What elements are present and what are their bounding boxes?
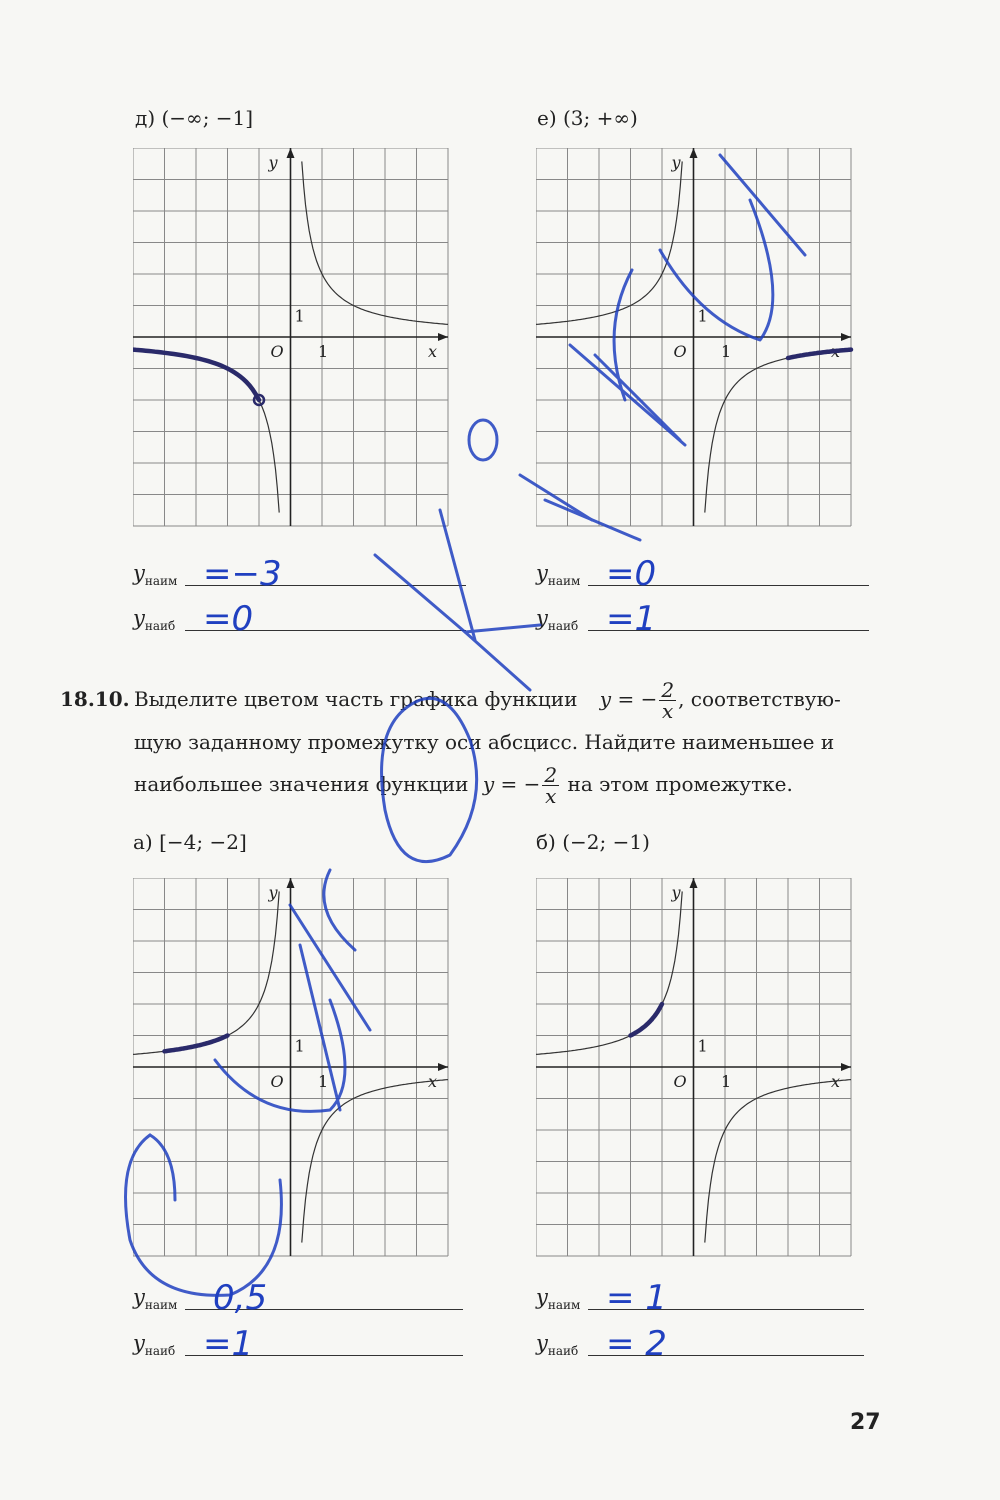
page-number: 27 — [850, 1410, 881, 1435]
fraction: $\frac{2}{x}$ — [661, 678, 675, 723]
graph-b — [536, 878, 856, 1258]
y-axis-label: y — [671, 153, 681, 172]
answer-d-max[interactable]: $y_{наиб}$ =0 — [133, 605, 466, 635]
y-arrow — [287, 878, 295, 888]
problem-number: 18.10. — [60, 687, 130, 711]
answer-a-max[interactable]: $y_{наиб}$ =1 — [133, 1330, 463, 1360]
x-arrow — [841, 1063, 851, 1071]
highlighted-segment — [631, 1004, 663, 1036]
answer-d-min[interactable]: $y_{наим}$ =−3 — [133, 560, 466, 590]
x-axis-label: x — [428, 342, 438, 361]
origin-label: O — [270, 1072, 284, 1091]
origin-label: O — [673, 342, 687, 361]
y-arrow — [287, 148, 295, 158]
handwritten-answer: = 2 — [606, 1324, 667, 1364]
origin-label: O — [270, 342, 284, 361]
y-axis-label: y — [671, 883, 681, 902]
handwritten-answer: =0 — [606, 554, 657, 594]
graph-e — [536, 148, 856, 528]
y-axis-label: y — [268, 883, 278, 902]
answer-b-max[interactable]: $y_{наиб}$ = 2 — [536, 1330, 864, 1360]
unit-x-label: 1 — [318, 1072, 329, 1091]
handwritten-answer: = 1 — [606, 1278, 667, 1318]
origin-label: O — [673, 1072, 687, 1091]
unit-x-label: 1 — [721, 342, 732, 361]
y-arrow — [690, 878, 698, 888]
handwritten-answer: =1 — [606, 599, 657, 639]
unit-y-label: 1 — [294, 306, 305, 326]
y-arrow — [690, 148, 698, 158]
x-axis-label: x — [831, 342, 841, 361]
answer-e-min[interactable]: $y_{наим}$ =0 — [536, 560, 869, 590]
x-axis-label: x — [831, 1072, 841, 1091]
fraction: $\frac{2}{x}$ — [544, 763, 558, 808]
task-e-label: е) (3; +∞) — [537, 106, 638, 130]
handwritten-answer: 0,5 — [213, 1278, 268, 1318]
unit-x-label: 1 — [318, 342, 329, 361]
y-axis-label: y — [268, 153, 278, 172]
x-arrow — [841, 333, 851, 341]
handwritten-answer: =0 — [203, 599, 254, 639]
task-d-label: д) (−∞; −1] — [135, 106, 254, 130]
task-b-label: б) (−2; −1) — [536, 830, 650, 854]
x-arrow — [438, 1063, 448, 1071]
problem-text: Выделите цветом часть графика функции y = − $\frac{2}{x}$ , соответствую- щую заданному промежутку оси абсцисс. Найдите наименьшее и наибольшее значения функции y = − $\frac{2}{x}$ на этом промежутке. — [134, 678, 841, 808]
answer-a-min[interactable]: $y_{наим}$ 0,5 — [133, 1284, 463, 1314]
graph-d — [133, 148, 453, 528]
unit-y-label: 1 — [294, 1036, 305, 1056]
unit-y-label: 1 — [697, 306, 708, 326]
unit-y-label: 1 — [697, 1036, 708, 1056]
handwritten-answer: =1 — [203, 1324, 254, 1364]
task-a-label: а) [−4; −2] — [133, 830, 247, 854]
x-axis-label: x — [428, 1072, 438, 1091]
graph-a — [133, 878, 453, 1258]
handwritten-answer: =−3 — [203, 554, 282, 594]
answer-e-max[interactable]: $y_{наиб}$ =1 — [536, 605, 869, 635]
unit-x-label: 1 — [721, 1072, 732, 1091]
x-arrow — [438, 333, 448, 341]
answer-b-min[interactable]: $y_{наим}$ = 1 — [536, 1284, 864, 1314]
